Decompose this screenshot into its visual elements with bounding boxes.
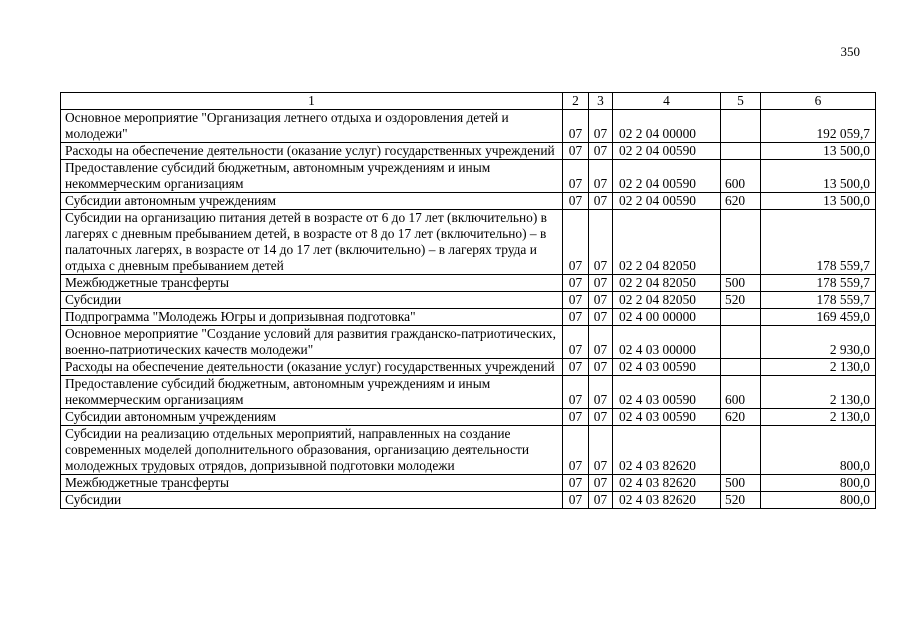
row-expense-type: 520 <box>721 292 761 309</box>
row-expense-type <box>721 359 761 376</box>
row-target-code: 02 4 03 82620 <box>613 492 721 509</box>
row-target-code: 02 4 03 00590 <box>613 409 721 426</box>
table-row <box>61 143 876 160</box>
row-target-code: 02 2 04 82050 <box>613 275 721 292</box>
table-row <box>61 193 876 210</box>
row-description: Основное мероприятие "Создание условий для развития гражданско-патриотических, военно-патриотических качеств молодежи" <box>61 326 563 359</box>
row-description: Предоставление субсидий бюджетным, автономным учреждениям и иным некоммерческим организациям <box>61 160 563 193</box>
row-amount: 2 130,0 <box>761 359 876 376</box>
row-section: 07 <box>563 210 589 275</box>
row-description: Предоставление субсидий бюджетным, автономным учреждениям и иным некоммерческим организациям <box>61 376 563 409</box>
row-section: 07 <box>563 275 589 292</box>
row-section: 07 <box>563 143 589 160</box>
row-description: Субсидии автономным учреждениям <box>61 193 563 210</box>
row-description: Субсидии <box>61 292 563 309</box>
header-cell: 2 <box>563 93 589 110</box>
row-section: 07 <box>563 475 589 492</box>
row-description: Расходы на обеспечение деятельности (оказание услуг) государственных учреждений <box>61 359 563 376</box>
table-row <box>61 309 876 326</box>
row-expense-type <box>721 309 761 326</box>
table-body <box>61 110 876 509</box>
row-expense-type <box>721 110 761 143</box>
table-row <box>61 292 876 309</box>
row-section: 07 <box>563 193 589 210</box>
row-amount: 2 130,0 <box>761 409 876 426</box>
row-section: 07 <box>563 292 589 309</box>
row-section: 07 <box>563 309 589 326</box>
row-target-code: 02 4 00 00000 <box>613 309 721 326</box>
row-subsection: 07 <box>589 193 613 210</box>
row-expense-type <box>721 143 761 160</box>
header-row <box>61 93 876 110</box>
row-description: Субсидии <box>61 492 563 509</box>
row-expense-type <box>721 426 761 475</box>
row-expense-type: 600 <box>721 376 761 409</box>
row-subsection: 07 <box>589 426 613 475</box>
table-row <box>61 359 876 376</box>
table-row <box>61 376 876 409</box>
table-row <box>61 110 876 143</box>
row-target-code: 02 2 04 00590 <box>613 193 721 210</box>
row-expense-type: 620 <box>721 193 761 210</box>
row-section: 07 <box>563 426 589 475</box>
row-amount: 169 459,0 <box>761 309 876 326</box>
row-amount: 2 930,0 <box>761 326 876 359</box>
header-cell: 4 <box>613 93 721 110</box>
header-cell: 5 <box>721 93 761 110</box>
row-subsection: 07 <box>589 492 613 509</box>
row-target-code: 02 4 03 82620 <box>613 426 721 475</box>
row-target-code: 02 2 04 00590 <box>613 160 721 193</box>
row-expense-type: 500 <box>721 275 761 292</box>
row-expense-type <box>721 210 761 275</box>
row-amount: 800,0 <box>761 426 876 475</box>
row-target-code: 02 2 04 00000 <box>613 110 721 143</box>
row-description: Подпрограмма "Молодежь Югры и допризывная подготовка" <box>61 309 563 326</box>
row-subsection: 07 <box>589 475 613 492</box>
row-description: Субсидии на реализацию отдельных мероприятий, направленных на создание современных моделей дополнительного образования, организацию деятельности молодежных трудовых отрядов, допризывной подготовки молодежи <box>61 426 563 475</box>
row-description: Расходы на обеспечение деятельности (оказание услуг) государственных учреждений <box>61 143 563 160</box>
row-expense-type: 620 <box>721 409 761 426</box>
row-subsection: 07 <box>589 309 613 326</box>
budget-table <box>60 92 876 509</box>
header-cell: 3 <box>589 93 613 110</box>
row-section: 07 <box>563 110 589 143</box>
row-section: 07 <box>563 160 589 193</box>
header-cell: 1 <box>61 93 563 110</box>
row-target-code: 02 2 04 82050 <box>613 292 721 309</box>
row-amount: 800,0 <box>761 492 876 509</box>
row-description: Основное мероприятие "Организация летнего отдыха и оздоровления детей и молодежи" <box>61 110 563 143</box>
row-subsection: 07 <box>589 110 613 143</box>
row-target-code: 02 4 03 00590 <box>613 376 721 409</box>
row-subsection: 07 <box>589 210 613 275</box>
row-subsection: 07 <box>589 409 613 426</box>
table-row <box>61 160 876 193</box>
row-description: Межбюджетные трансферты <box>61 475 563 492</box>
row-expense-type: 500 <box>721 475 761 492</box>
row-subsection: 07 <box>589 292 613 309</box>
row-description: Субсидии автономным учреждениям <box>61 409 563 426</box>
header-cell: 6 <box>761 93 876 110</box>
table-row <box>61 210 876 275</box>
row-subsection: 07 <box>589 376 613 409</box>
table-row <box>61 409 876 426</box>
table-row <box>61 426 876 475</box>
row-target-code: 02 4 03 00590 <box>613 359 721 376</box>
row-section: 07 <box>563 359 589 376</box>
row-subsection: 07 <box>589 143 613 160</box>
row-amount: 192 059,7 <box>761 110 876 143</box>
row-amount: 178 559,7 <box>761 292 876 309</box>
row-amount: 13 500,0 <box>761 193 876 210</box>
row-subsection: 07 <box>589 359 613 376</box>
row-section: 07 <box>563 409 589 426</box>
row-target-code: 02 2 04 00590 <box>613 143 721 160</box>
row-target-code: 02 4 03 00000 <box>613 326 721 359</box>
row-expense-type: 600 <box>721 160 761 193</box>
row-target-code: 02 4 03 82620 <box>613 475 721 492</box>
row-amount: 800,0 <box>761 475 876 492</box>
row-section: 07 <box>563 376 589 409</box>
row-amount: 178 559,7 <box>761 210 876 275</box>
row-subsection: 07 <box>589 275 613 292</box>
row-expense-type <box>721 326 761 359</box>
row-description: Межбюджетные трансферты <box>61 275 563 292</box>
row-description: Субсидии на организацию питания детей в возрасте от 6 до 17 лет (включительно) в лагерях с дневным пребыванием детей, в возрасте от 8 до 17 лет (включительно) – в палаточных лагерях, в возрасте от 14 до 17 лет (включительно) – в лагерях труда и отдыха с дневным пребыванием детей <box>61 210 563 275</box>
table-row <box>61 492 876 509</box>
row-amount: 2 130,0 <box>761 376 876 409</box>
row-section: 07 <box>563 326 589 359</box>
row-section: 07 <box>563 492 589 509</box>
row-expense-type: 520 <box>721 492 761 509</box>
row-amount: 178 559,7 <box>761 275 876 292</box>
page-number: 350 <box>840 44 860 59</box>
row-amount: 13 500,0 <box>761 160 876 193</box>
table-row <box>61 275 876 292</box>
table-row <box>61 326 876 359</box>
table-row <box>61 475 876 492</box>
row-subsection: 07 <box>589 160 613 193</box>
row-amount: 13 500,0 <box>761 143 876 160</box>
row-target-code: 02 2 04 82050 <box>613 210 721 275</box>
row-subsection: 07 <box>589 326 613 359</box>
